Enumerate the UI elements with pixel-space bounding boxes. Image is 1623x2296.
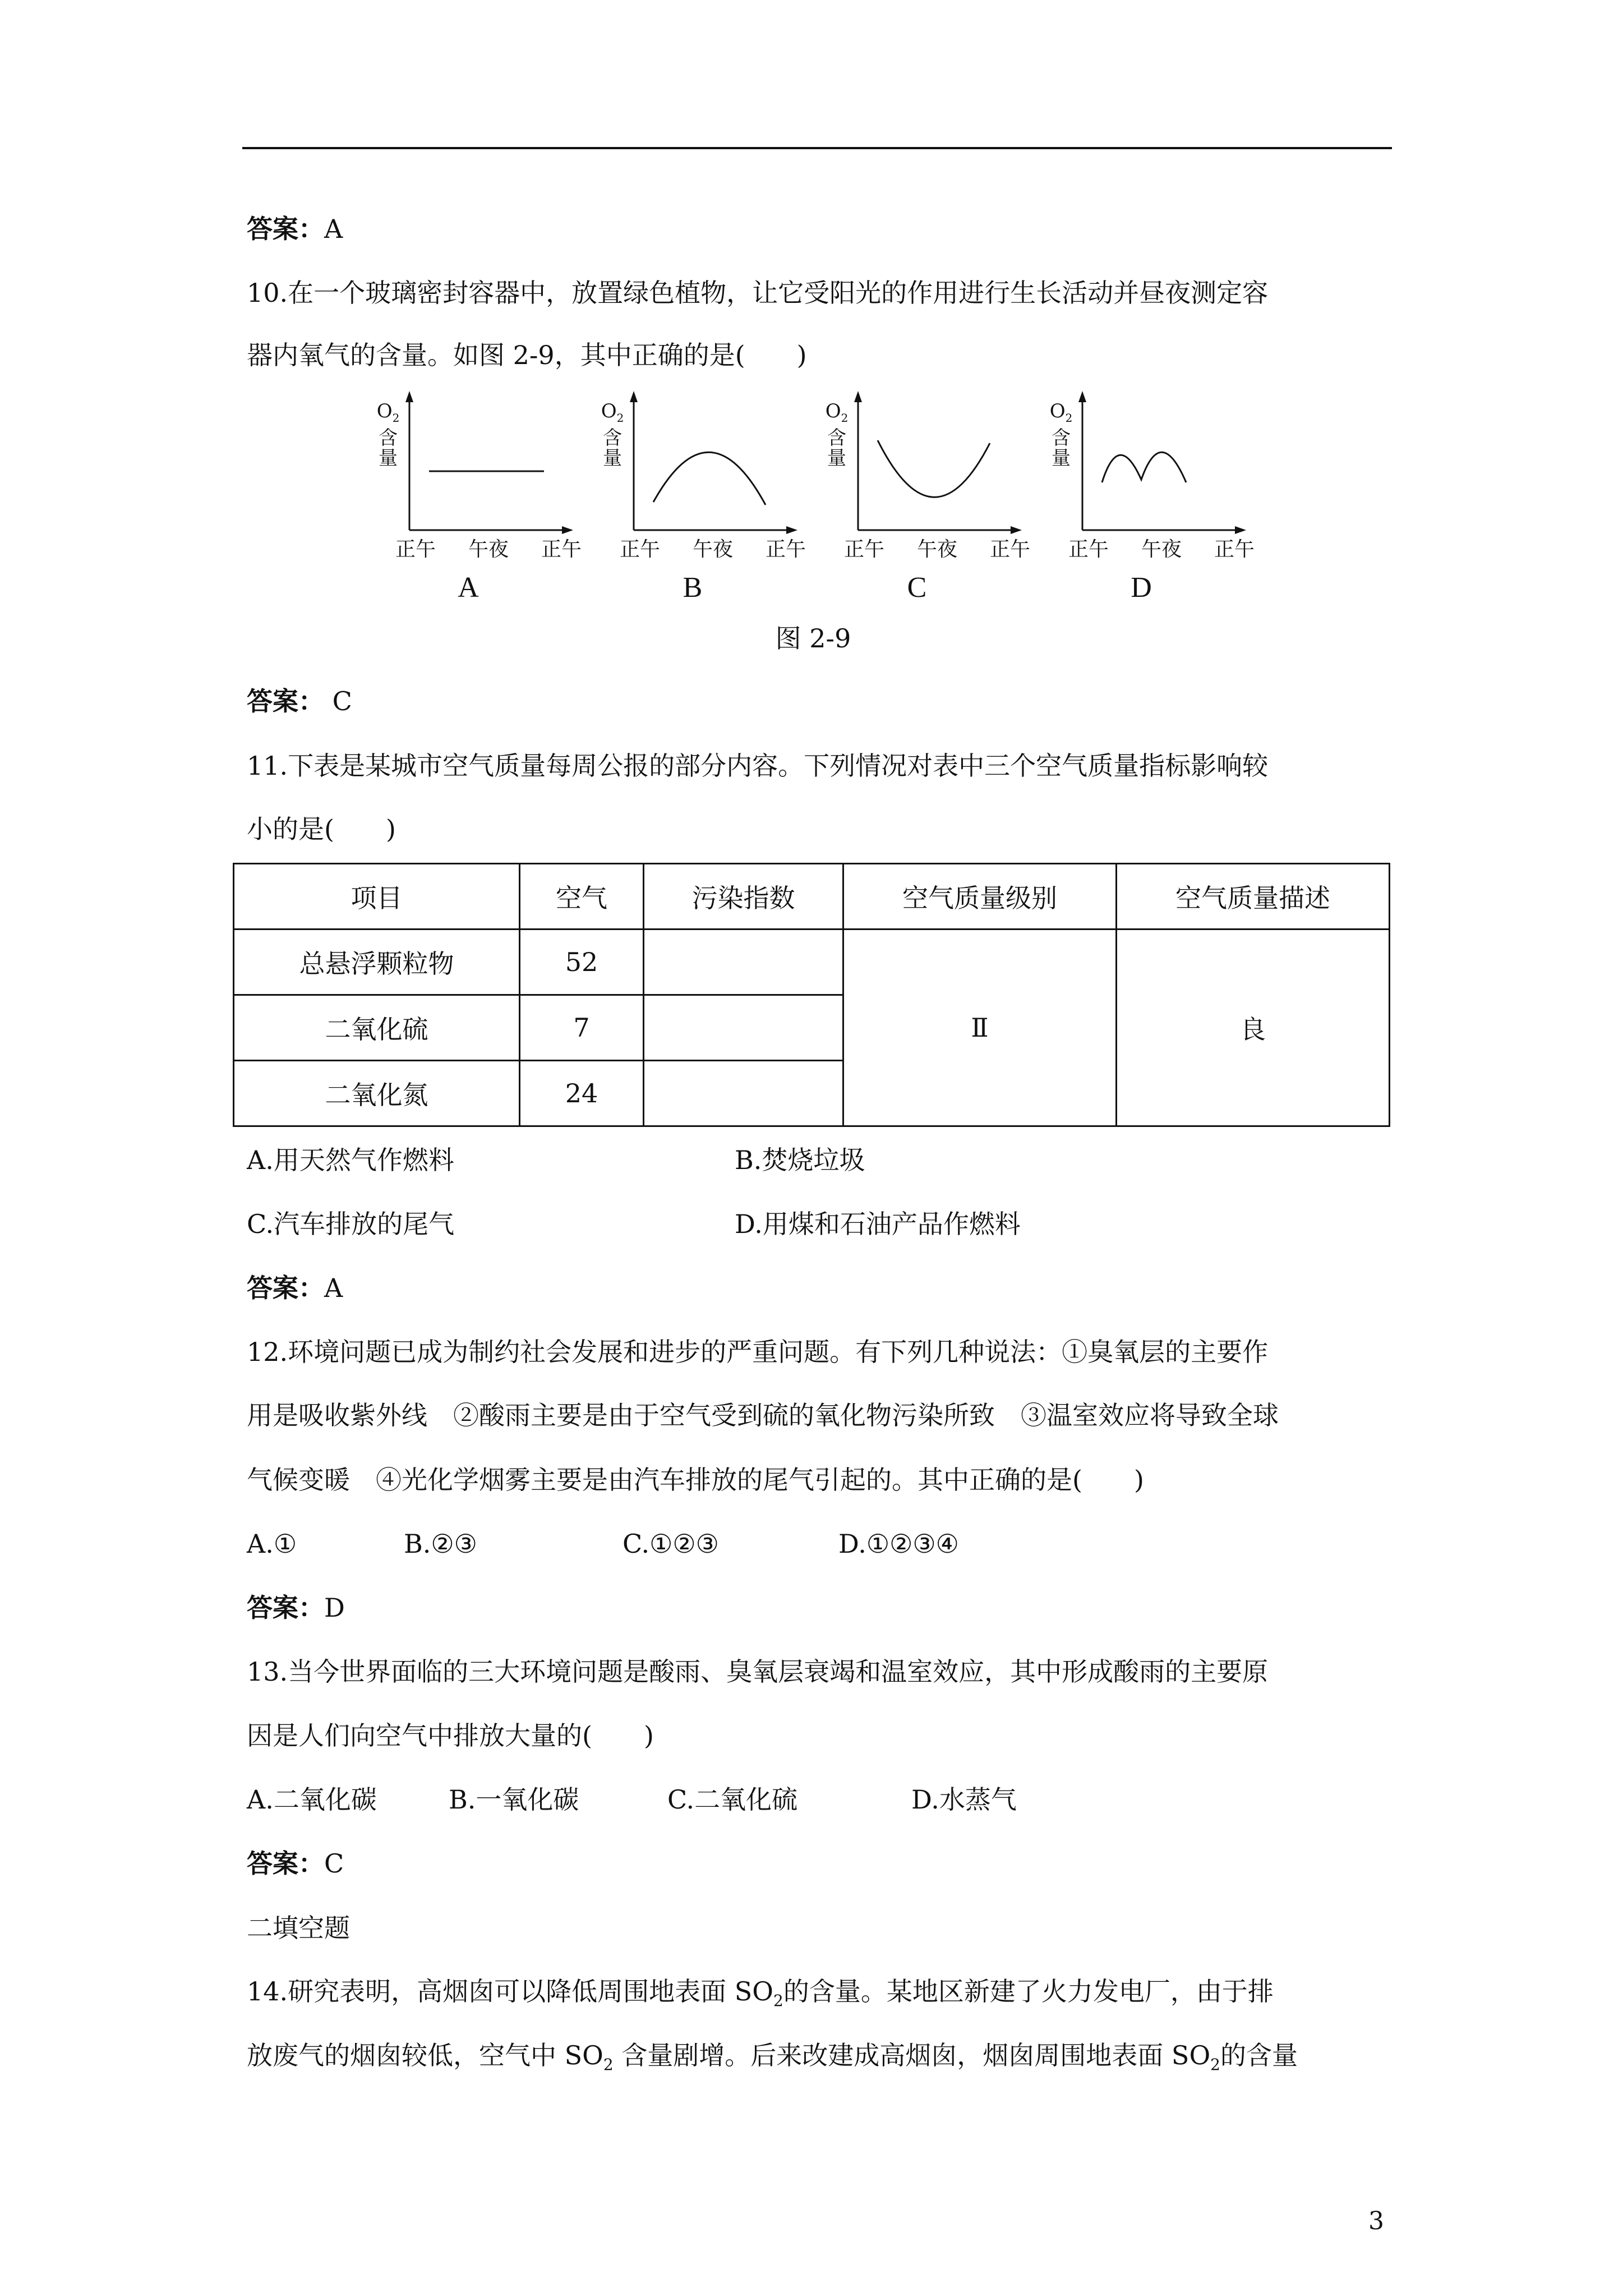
- section-heading: 二填空题: [247, 1913, 350, 1943]
- answer-value: A: [324, 214, 343, 244]
- q12-line-3: 气候变暖 ④光化学烟雾主要是由汽车排放的尾气引起的。其中正确的是( ): [247, 1465, 1144, 1495]
- q13-line-2: 因是人们向空气中排放大量的( ): [247, 1720, 654, 1751]
- chart-label-d: D: [1131, 572, 1152, 604]
- table-cell-item: 二氧化硫: [234, 995, 520, 1061]
- x-tick-midnight: 午夜: [1141, 538, 1182, 561]
- figure-caption: 图 2-9: [775, 623, 851, 654]
- answer-value: D: [324, 1593, 345, 1623]
- x-tick-midnight: 午夜: [693, 538, 734, 561]
- y-axis-label: $O_2$ 含 量: [825, 400, 849, 470]
- q13-option-b: B.一氧化碳: [449, 1784, 579, 1815]
- q14-line-1: 14.研究表明，高烟囱可以降低周围地表面 $SO_2$的含量。某地区新建了火力发电厂，由于排: [247, 1976, 1274, 2010]
- q10-line-1: 10.在一个玻璃密封容器中，放置绿色植物，让它受阳光的作用进行生长活动并昼夜测定容: [247, 278, 1269, 308]
- table-header: 空气质量级别: [843, 864, 1117, 930]
- o2-curve-double-peak: [1102, 452, 1186, 482]
- q13-option-a: A.二氧化碳: [247, 1784, 377, 1815]
- chart-a: [370, 390, 594, 614]
- table-cell-index: [644, 1061, 843, 1126]
- q12-option-b: B.②③: [404, 1529, 477, 1559]
- table-cell-value: 24: [520, 1061, 644, 1126]
- q12-option-c: C.①②③: [623, 1529, 719, 1559]
- chart-label-b: B: [683, 572, 703, 604]
- table-cell-level: Ⅱ: [843, 930, 1117, 1126]
- table-cell-description: 良: [1117, 930, 1390, 1126]
- answer-12: [247, 1591, 345, 1625]
- x-tick-noon-1: 正午: [1068, 538, 1109, 561]
- q12-line-1: 12.环境问题已成为制约社会发展和进步的严重问题。有下列几种说法：①臭氧层的主要作: [247, 1337, 1269, 1367]
- q11-option-a: A.用天然气作燃料: [247, 1145, 454, 1175]
- table-cell-value: 52: [520, 930, 644, 995]
- table-header-row: [234, 864, 1390, 930]
- header-rule: [242, 147, 1392, 149]
- answer-11: [247, 1271, 343, 1305]
- chart-d: [1043, 390, 1267, 614]
- q11-option-c: C.汽车排放的尾气: [247, 1209, 455, 1239]
- chart-label-c: C: [907, 572, 927, 604]
- x-tick-noon-1: 正午: [844, 538, 885, 561]
- q13-line-1: 13.当今世界面临的三大环境问题是酸雨、臭氧层衰竭和温室效应，其中形成酸雨的主要原: [247, 1657, 1269, 1687]
- q12-line-2: 用是吸收紫外线 ②酸雨主要是由于空气受到硫的氧化物污染所致 ③温室效应将导致全球: [247, 1400, 1279, 1430]
- table-cell-item: 总悬浮颗粒物: [234, 930, 520, 995]
- chart-c: [819, 390, 1043, 614]
- q12-option-d: D.①②③④: [838, 1529, 959, 1559]
- q11-option-b: B.焚烧垃圾: [735, 1145, 865, 1175]
- chart-b: [594, 390, 819, 614]
- o2-curve-peak: [653, 452, 766, 505]
- x-tick-midnight: 午夜: [468, 538, 509, 561]
- x-tick-noon-1: 正午: [620, 538, 661, 561]
- answer-label: 答案：: [247, 1593, 324, 1623]
- answer-13: [247, 1847, 344, 1880]
- answer-label: 答案：: [247, 686, 324, 716]
- y-axis-label: $O_2$ 含 量: [1049, 400, 1073, 470]
- table-header: 空气: [520, 864, 644, 930]
- table-header: 项目: [234, 864, 520, 930]
- x-tick-noon-2: 正午: [1214, 538, 1255, 561]
- chart-d-axes: [1043, 390, 1267, 541]
- q10-line-2: 器内氧气的含量。如图 2-9，其中正确的是( ): [247, 340, 807, 370]
- q11-line-2: 小的是( ): [247, 814, 396, 844]
- y-axis-label: $O_2$ 含 量: [601, 400, 624, 470]
- answer-label: 答案：: [247, 1848, 324, 1879]
- answer-label: 答案：: [247, 214, 324, 244]
- q13-option-d: D.水蒸气: [911, 1784, 1017, 1815]
- q12-option-a: A.①: [247, 1529, 297, 1559]
- y-axis-label: $O_2$ 含 量: [376, 400, 400, 470]
- page-number: 3: [1368, 2207, 1384, 2235]
- answer-label: 答案：: [247, 1273, 324, 1303]
- x-tick-noon-1: 正午: [395, 538, 436, 561]
- x-tick-noon-2: 正午: [541, 538, 582, 561]
- chart-c-axes: [819, 390, 1043, 541]
- chart-b-axes: [594, 390, 819, 541]
- answer-value: C: [324, 1848, 344, 1879]
- o2-curve-valley: [878, 440, 990, 497]
- answer-9: [247, 212, 343, 246]
- table-row: [234, 930, 1390, 995]
- chart-label-a: A: [458, 572, 479, 604]
- table-cell-item: 二氧化氮: [234, 1061, 520, 1126]
- q11-option-d: D.用煤和石油产品作燃料: [735, 1209, 1021, 1239]
- x-tick-noon-2: 正午: [990, 538, 1031, 561]
- q11-line-1: 11.下表是某城市空气质量每周公报的部分内容。下列情况对表中三个空气质量指标影响较: [247, 751, 1269, 781]
- table-header: 空气质量描述: [1117, 864, 1390, 930]
- chart-a-axes: [370, 390, 594, 541]
- table-header: 污染指数: [644, 864, 843, 930]
- answer-10: [247, 684, 352, 718]
- table-cell-index: [644, 995, 843, 1061]
- x-tick-noon-2: 正午: [766, 538, 806, 561]
- x-tick-midnight: 午夜: [917, 538, 958, 561]
- table-cell-value: 7: [520, 995, 644, 1061]
- q13-option-c: C.二氧化硫: [667, 1784, 798, 1815]
- air-quality-table: [233, 863, 1390, 1127]
- q14-line-2: 放废气的烟囱较低，空气中 $SO_2$ 含量剧增。后来改建成高烟囱，烟囱周围地表面 $SO_2$的含量: [247, 2040, 1298, 2074]
- answer-value: A: [324, 1273, 343, 1303]
- answer-value: C: [324, 686, 352, 716]
- table-cell-index: [644, 930, 843, 995]
